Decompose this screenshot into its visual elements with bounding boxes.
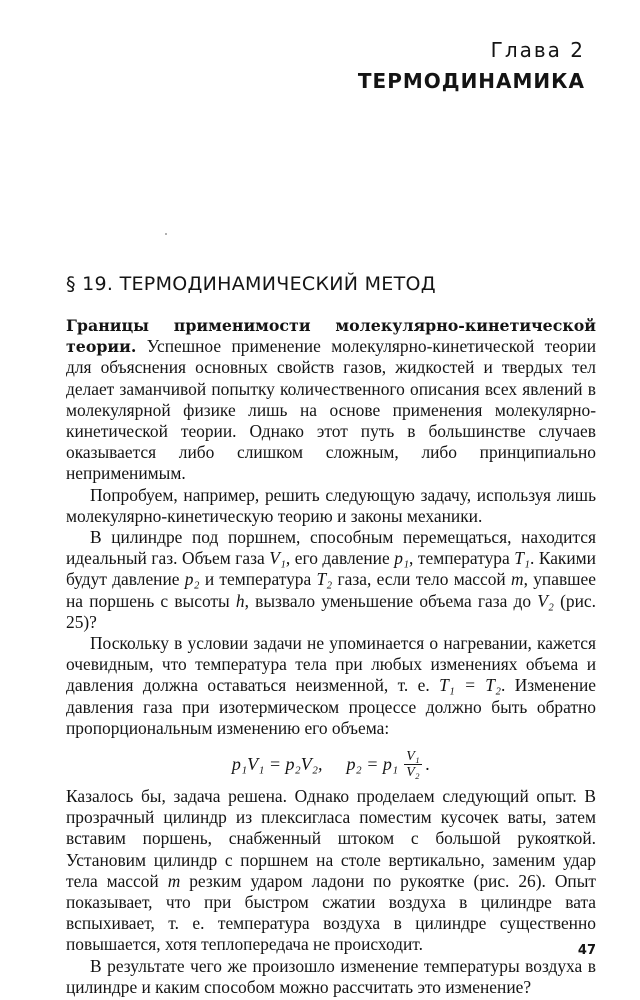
paragraph-experiment	[66, 786, 596, 956]
paragraph-limits	[66, 315, 596, 485]
text-run: Поскольку в условии задачи не упоминается о нагревании, кажется очевидным, что температура тела при любых изменениях объема и давления должна оставаться неизменной, т. е.	[66, 633, 596, 696]
var-V1: V₁	[269, 548, 286, 569]
paragraph-problem	[66, 527, 596, 633]
body-text	[66, 315, 596, 998]
text-run: , упавшее на поршень с высоты	[66, 569, 596, 611]
fraction	[404, 749, 421, 780]
text-run: (рис. 25)?	[66, 590, 596, 632]
var-h: h	[235, 590, 245, 611]
section-heading: § 19. ТЕРМОДИНАМИЧЕСКИЙ МЕТОД	[66, 273, 436, 295]
var-T1: T₁	[514, 548, 530, 569]
equation-inline: T₁ = T₂	[439, 675, 501, 696]
paragraph-isothermal	[66, 633, 596, 739]
var-m: m	[167, 870, 181, 891]
var-m: m	[511, 569, 524, 590]
text-run: В цилиндре под поршнем, способным перемещаться, находится идеальный газ. Объем газа	[66, 527, 596, 569]
paragraph-text: Успешное применение молекулярно-кинетической теории для объяснения основных свойств газов, жидкостей и твердых тел делает заманчивой попытку количественного описания всех явлений в молекулярной физике лишь на основе применения молекулярно-кинетической теории. Однако этот путь в большинстве случаев оказывается либо слишком сложным, либо принципиально неприменимым.	[66, 336, 596, 484]
fraction-numerator: V₁	[406, 749, 420, 765]
paragraph-question: В результате чего же произошло изменение температуры воздуха в цилиндре и каким способом можно рассчитать это изменение?	[66, 955, 596, 997]
var-T2: T₂	[316, 569, 333, 590]
run-in-heading: Границы применимости молекулярно-кинетической теории.	[66, 316, 596, 357]
text-run: . Изменение давления газа при изотермическом процессе должно быть обратно пропорциональным изменению его объема:	[66, 675, 596, 738]
paragraph-try: Попробуем, например, решить следующую задачу, используя лишь молекулярно-кинетическую теорию и законы механики.	[66, 484, 596, 526]
text-run: . Какими будут давление	[66, 548, 596, 590]
var-p2: p₂	[184, 569, 200, 590]
formula-right-lhs: p₂ = p₁	[346, 753, 399, 774]
print-speck	[165, 233, 167, 235]
chapter-title: ТЕРМОДИНАМИКА	[357, 69, 585, 93]
page-number: 47	[577, 943, 596, 958]
fraction-denominator: V₂	[406, 765, 420, 781]
text-run: газа, если тело массой	[332, 569, 512, 590]
display-formula	[66, 749, 596, 780]
chapter-label: Глава 2	[490, 38, 585, 62]
var-V2: V₂	[537, 590, 554, 611]
text-run: резким ударом ладони по рукоятке (рис. 26). Опыт показывает, что при быстром сжатии воздуха в цилиндре вата вспыхивает, т. е. температура воздуха в цилиндре существенно повышается, хотя теплопередача не происходит.	[66, 870, 596, 955]
text-run: , вызвало уменьшение объема газа до	[244, 590, 538, 611]
text-run: Казалось бы, задача решена. Однако проделаем следующий опыт. В прозрачный цилиндр из плексигласа поместим кусочек ваты, затем вставим поршень, снабженный штоком с большой рукояткой. Установим цилиндр с поршнем на столе вертикально, заменим удар тела массой	[66, 786, 596, 891]
var-p1: p₁	[394, 548, 409, 569]
text-run: , температура	[409, 548, 515, 569]
formula-left: p₁V₁ = p₂V₂,	[231, 753, 323, 774]
text-run: , его давление	[285, 548, 395, 569]
formula-end: .	[425, 753, 431, 774]
text-run: и температура	[199, 569, 317, 590]
